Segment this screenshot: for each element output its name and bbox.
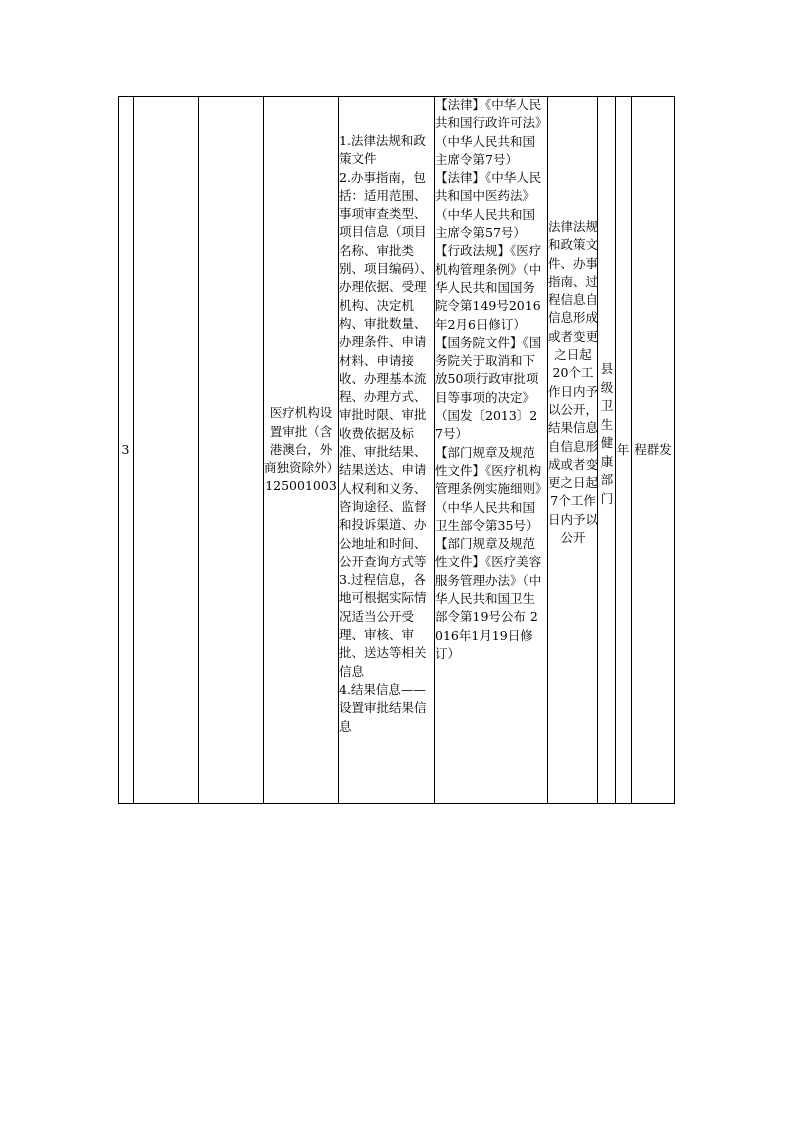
item-name-cell [264, 96, 338, 804]
table-border-top [118, 96, 675, 97]
disclosure-channel: 程群发 [634, 442, 672, 457]
disclosure-time-limit: 法律法规和政策文件、办事指南、过程信息自信息形成或者变更之日起20个工作日内予以公开，结果信息自信息形成或者变更之日起7个工作日内予以公开 [548, 219, 599, 546]
disclosure-subject: 县级卫生健康部门 [600, 361, 614, 506]
disclosure-basis: 【法律】《中华人民共和国行政许可法》（中华人民共和国主席令第7号） 【法律】《中华人民共和国中医药法》（中华人民共和国主席令第57号） 【行政法规】《医疗机构管理条例》（中华人民共和国国务院令第149号2016年2月6日修订） 【国务院文件】《国务院关于取消和下放50项行政审批项目等事项的决定》（国发〔2013〕27号） 【部门规章及规范性文件】《医疗机构管理条例实施细则》（中华人民共和国卫生部令第35号） 【部门规章及规范性文件】《医疗美容服务管理办法》（中华人民共和国卫生部令第19号公布 2016年1月19日修订） [435, 97, 542, 661]
disclosure-content: 1.法律法规和政策文件 2.办事指南，包括：适用范围、事项审查类型、项目信息（项目名称、审批类别、项目编码）、办理依据、受理机构、决定机构、审批数量、办理条件、申请材料、申请接收、办理基本流程、办理方式、审批时限、审批收费依据及标准、审批结果、结果送达、申请人权利和义务、咨询途径、监督和投诉渠道、办公地址和时间、公开查询方式等 3.过程信息，各地可根据实际情况适当公开受理、审核、审批、送达等相关信息 4.结果信息——设置审批结果信息 [339, 133, 433, 734]
column-divider [133, 96, 134, 804]
item-name: 医疗机构设置审批（含港澳台，外商独资除外） [264, 405, 340, 476]
column-divider [198, 96, 199, 804]
item-code: 125001003 [265, 478, 337, 494]
table-border-bottom [118, 803, 675, 804]
government-info-disclosure-table [118, 96, 675, 804]
row-index: 3 [121, 441, 130, 457]
disclosure-target: 年 [616, 442, 630, 457]
